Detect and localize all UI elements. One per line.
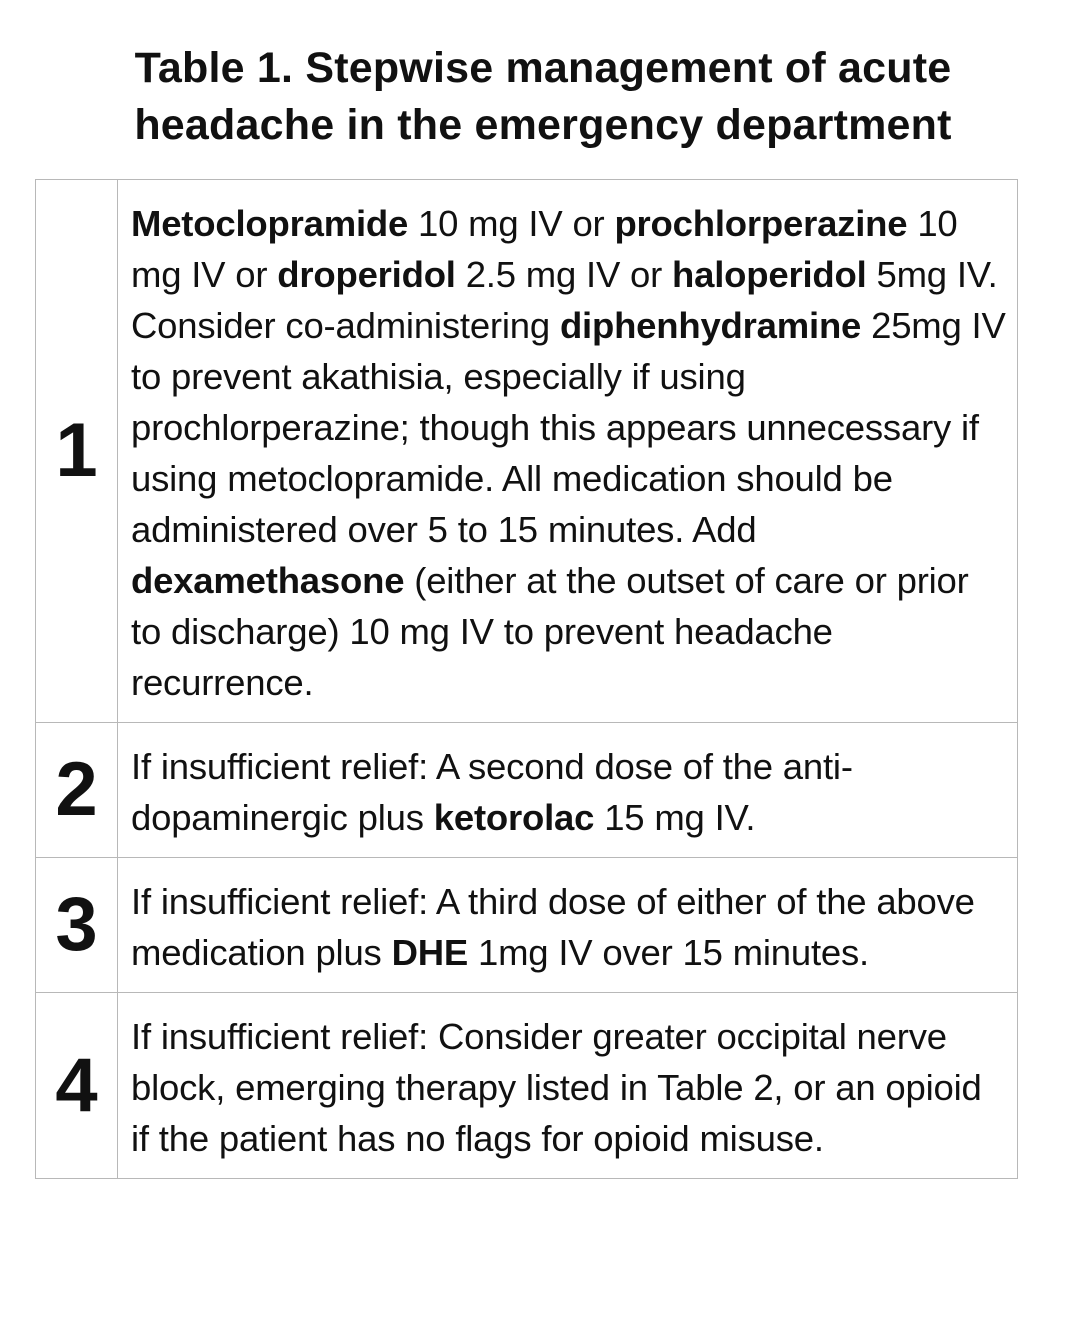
step-number: 1 — [36, 180, 118, 723]
step-number: 2 — [36, 723, 118, 858]
description-text: If insufficient relief: A third dose of either of the above medication plus — [131, 881, 975, 973]
table-body — [36, 180, 1018, 1179]
description-text: 10 mg IV or — [408, 203, 615, 244]
description-text: If insufficient relief: A second dose of the anti-dopaminergic plus — [131, 746, 853, 838]
table-row — [36, 858, 1018, 993]
description-text: 10 mg IV or — [131, 203, 958, 295]
table-row — [36, 180, 1018, 723]
description-text: If insufficient relief: Consider greater occipital nerve block, emerging therapy listed in Table 2, or an opioid if the patient has no flags for opioid misuse. — [131, 1016, 982, 1159]
drug-name: haloperidol — [672, 254, 867, 295]
drug-name: dexamethasone — [131, 560, 405, 601]
step-description — [118, 723, 1018, 858]
step-description — [118, 993, 1018, 1179]
drug-name: Metoclopramide — [131, 203, 409, 244]
step-description — [118, 180, 1018, 723]
description-text: 2.5 mg IV or — [455, 254, 673, 295]
table-title-line-1: Table 1. Stepwise management of acute — [134, 44, 952, 92]
drug-name: droperidol — [277, 254, 456, 295]
table-row — [36, 993, 1018, 1179]
description-text: 15 mg IV. — [594, 797, 756, 838]
description-text: 25mg IV to prevent akathisia, especially if using prochlorperazine; though this appears unnecessary if using metoclopramide. All medication should be administered over 5 to 15 minutes. Add — [131, 305, 1006, 550]
stepwise-management-table — [35, 179, 1018, 1179]
description-text: (either at the outset of care or prior to discharge) 10 mg IV to prevent headache recurrence. — [131, 560, 969, 703]
drug-name: ketorolac — [433, 797, 595, 838]
table-title — [0, 40, 1086, 154]
drug-name: diphenhydramine — [559, 305, 862, 346]
drug-name: DHE — [391, 932, 469, 973]
drug-name: prochlorperazine — [614, 203, 908, 244]
step-description — [118, 858, 1018, 993]
description-text: 5mg IV. Consider co-administering — [131, 254, 998, 346]
step-number: 3 — [36, 858, 118, 993]
description-text: 1mg IV over 15 minutes. — [468, 932, 869, 973]
step-number: 4 — [36, 993, 118, 1179]
table-row — [36, 723, 1018, 858]
table-title-line-2: headache in the emergency department — [134, 101, 952, 149]
